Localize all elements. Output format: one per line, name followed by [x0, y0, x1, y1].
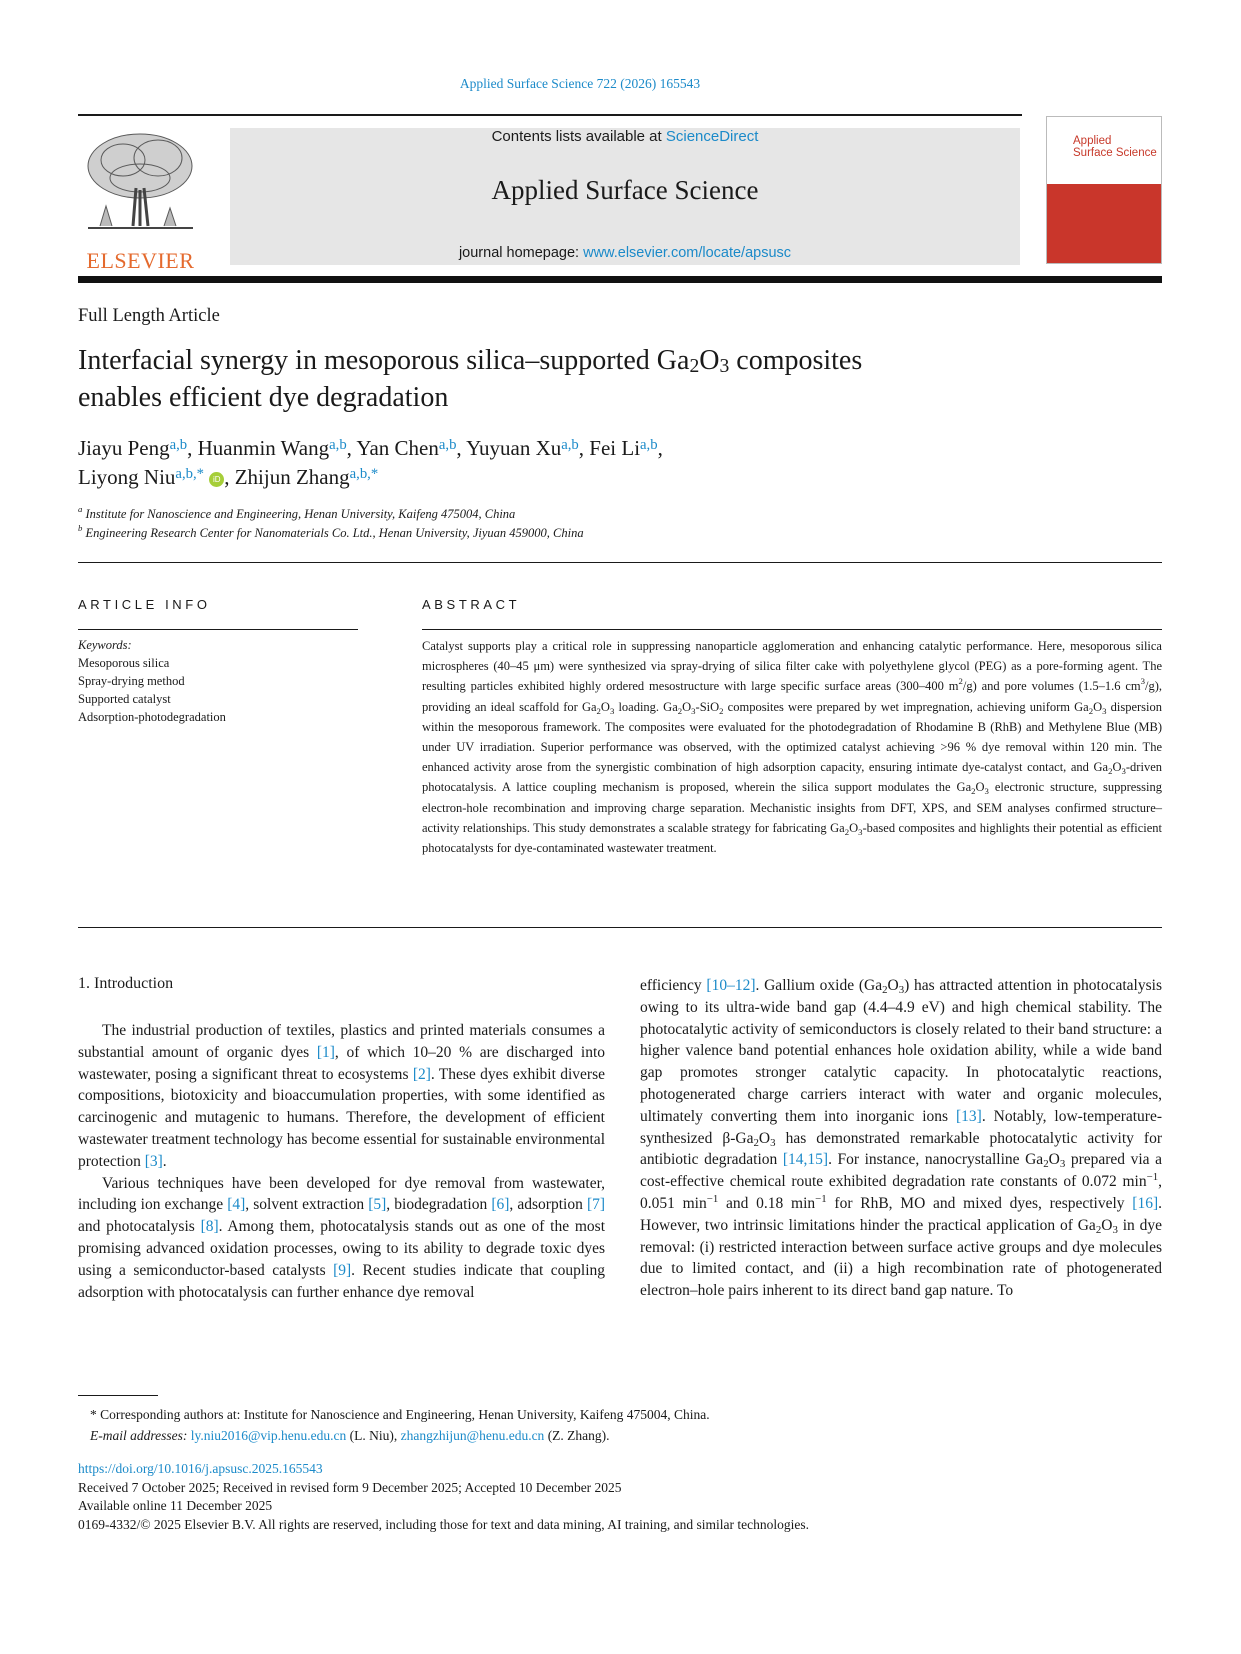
email-owner: (Z. Zhang). — [544, 1428, 610, 1443]
section-heading: 1. Introduction — [78, 975, 174, 992]
keywords-block — [78, 636, 226, 726]
author-affiliation[interactable]: a,b,* — [175, 466, 204, 482]
journal-homepage — [230, 245, 1020, 261]
article-metadata — [78, 1460, 809, 1534]
author-name[interactable]: Yuyuan Xu — [466, 436, 562, 460]
author-affiliation[interactable]: a,b — [169, 437, 188, 453]
affiliations — [78, 505, 584, 543]
citation-link[interactable]: [3] — [144, 1152, 163, 1170]
elsevier-wordmark: ELSEVIER — [86, 248, 195, 273]
affiliation-text: Institute for Nanoscience and Engineering, Henan University, Kaifeng 475004, China — [85, 507, 516, 521]
author-name[interactable]: Zhijun Zhang — [234, 465, 350, 489]
email-link[interactable]: ly.niu2016@vip.henu.edu.cn — [190, 1428, 347, 1443]
keyword-item: Mesoporous silica — [78, 656, 170, 670]
body-column-left — [78, 1020, 605, 1303]
article-info-heading: ARTICLE INFO — [78, 597, 211, 612]
article-type: Full Length Article — [78, 306, 220, 326]
cover-red-panel — [1047, 184, 1162, 264]
body-paragraph: The industrial production of textiles, plastics and printed materials consumes a substantial amount of organic dyes [1], of which 10–20 % are discharged into wastewater, posing a significant threat to ecosystems [2]. These dyes exhibit diverse compositions, biotoxicity and bioaccumulation properties, with some identified as carcinogenic and mutagenic to humans. Therefore, the development of efficient wastewater treatment technology has become essential for sustainable environmental protection [3]. — [78, 1022, 605, 1170]
author-list: Jiayu Peng$^{a,b}$, Huanmin Wang$^{a,b}$, Yan Chen$^{a,b}$, Yuyuan Xu$^{a,b}$, Fei Li$^{a,b}$, Liyong Niu$^{a,b,*}$ iD , Zhijun Zhang$^{a,b,*}$ — [78, 436, 663, 489]
cover-title-line2: Surface Science — [1073, 147, 1157, 159]
received-dates: Received 7 October 2025; Received in revised form 9 December 2025; Accepted 10 December 2025 — [78, 1479, 622, 1495]
journal-title: Applied Surface Science — [491, 175, 759, 205]
author-name[interactable]: Fei Li — [589, 436, 641, 460]
elsevier-logo — [78, 128, 203, 273]
body-column-right — [640, 975, 1162, 1302]
citation-link[interactable]: [5] — [368, 1196, 387, 1214]
journal-cover-thumbnail[interactable] — [1046, 116, 1162, 264]
divider — [78, 629, 358, 630]
email-label: E-mail addresses: — [90, 1428, 188, 1443]
homepage-prefix: journal homepage: — [458, 245, 584, 261]
title-line-2: enables efficient dye degradation — [78, 382, 449, 413]
author-affiliation[interactable]: a,b — [561, 437, 579, 453]
citation-link[interactable]: [1] — [316, 1043, 335, 1061]
author-affiliation[interactable]: a,b — [438, 437, 457, 453]
keywords-label: Keywords: — [78, 638, 132, 652]
elsevier-tree-icon — [78, 128, 203, 240]
author-name[interactable]: Jiayu Peng — [78, 436, 170, 460]
affiliation-item — [78, 505, 584, 524]
footnote-rule — [78, 1395, 158, 1396]
available-online: Available online 11 December 2025 — [78, 1498, 273, 1513]
citation-link[interactable]: [7] — [586, 1196, 606, 1214]
citation-link[interactable]: [4] — [227, 1196, 246, 1214]
title-text-mid: O — [699, 345, 720, 376]
affiliation-mark: b — [78, 523, 83, 533]
author-name[interactable]: Liyong Niu — [78, 465, 176, 489]
affiliation-item — [78, 524, 584, 543]
divider — [422, 629, 1162, 630]
citation-link[interactable]: [14,15] — [782, 1151, 829, 1169]
contents-line — [230, 128, 1020, 145]
corresponding-footnote — [90, 1404, 710, 1446]
email-link[interactable]: zhangzhijun@henu.edu.cn — [400, 1428, 545, 1443]
affiliation-text: Engineering Research Center for Nanomaterials Co. Ltd., Henan University, Jiyuan 459000, China — [85, 526, 584, 540]
orcid-icon[interactable]: iD — [209, 472, 224, 487]
citation-link[interactable]: [2] — [412, 1065, 431, 1083]
divider — [78, 562, 1162, 563]
author-name[interactable]: Huanmin Wang — [197, 436, 330, 460]
copyright-line: 0169-4332/© 2025 Elsevier B.V. All rights are reserved, including those for text and data mining, AI training, and similar technologies. — [78, 1516, 809, 1532]
citation-link[interactable]: [16] — [1132, 1194, 1159, 1212]
sciencedirect-link[interactable]: ScienceDirect — [665, 128, 759, 145]
title-sub-1: 2 — [689, 356, 700, 377]
email-line — [90, 1425, 710, 1446]
article-title — [78, 342, 1078, 416]
citation-link[interactable]: [13] — [956, 1107, 982, 1125]
title-text-2: composites — [729, 345, 863, 376]
corresponding-line: * Corresponding authors at: Institute for Nanoscience and Engineering, Henan University, Kaifeng 475004, China. — [90, 1407, 710, 1422]
header-thick-rule — [78, 276, 1162, 283]
citation-link[interactable]: [10–12] — [706, 977, 756, 994]
email-owner: (L. Niu), — [346, 1428, 401, 1443]
title-text-1: Interfacial synergy in mesoporous silica–supported Ga — [78, 345, 690, 376]
keyword-item: Spray-drying method — [78, 674, 185, 688]
keyword-item: Supported catalyst — [78, 692, 171, 706]
contents-prefix: Contents lists available at — [491, 128, 666, 145]
author-affiliation[interactable]: a,b — [640, 437, 658, 453]
body-paragraph: Various techniques have been developed for dye removal from wastewater, including ion exchange [4], solvent extraction [5], biodegradation [6], adsorption [7] and photocatalysis [8]. Among them, photocatalysis stands out as one of the most promising advanced oxidation processes, owing to its ability to degrade toxic dyes using a semiconductor-based catalysts [9]. Recent studies indicate that coupling adsorption with photocatalysis can further enhance dye removal — [78, 1174, 606, 1301]
citation-link[interactable]: [8] — [200, 1218, 219, 1236]
title-sub-2: 3 — [719, 356, 730, 377]
cover-title — [1073, 135, 1157, 159]
author-affiliation[interactable]: a,b — [329, 437, 347, 453]
keyword-item: Adsorption-photodegradation — [78, 710, 226, 724]
corresponding-text: Corresponding authors at: Institute for Nanoscience and Engineering, Henan University, Kaifeng 475004, China. — [100, 1407, 710, 1422]
abstract-text: Catalyst supports play a critical role in suppressing nanoparticle agglomeration and enhancing catalytic performance. Here, mesoporous silica microspheres (40–45 μm) were synthesized via spray-drying of silica filter cake with polyethylene glycol (PEG) as a pore-forming agent. The resulting particles exhibited highly ordered mesostructure with large specific surface areas (300–400 $m^2/g$) and pore volumes (1.5–1.6 $cm^3/g$), providing an ideal scaffold for $Ga_2O_3$ loading. $Ga_2O_3-SiO_2$ composites were prepared by wet impregnation, achieving uniform $Ga_2O_3$ dispersion within the mesoporous framework. The composites were evaluated for the photodegradation of Rhodamine B (RhB) and Methylene Blue (MB) under UV irradiation. Superior performance was observed, with the optimized catalyst achieving >96 % dye removal within 120 min. The enhanced activity arose from the synergistic combination of high adsorption capacity, ensuring intimate dye-catalyst contact, and $Ga_2O_3$-driven photocatalysis. A lattice coupling mechanism is proposed, wherein the silica support modulates the $Ga_2O_3$ electronic structure, suppressing electron-hole recombination and improving charge separation. Mechanistic insights from DFT, XPS, and SEM analyses confirmed structure–activity relationships. This study demonstrates a scalable strategy for fabricating $Ga_2O_3$-based composites and highlights their potential as efficient photocatalysts for dye-contaminated wastewater treatment. — [422, 639, 1162, 856]
cover-title-line1: Applied — [1073, 135, 1112, 147]
header-rule — [78, 114, 1022, 116]
body-paragraph: efficiency [10–12]. Gallium oxide $(Ga_2O_3)$ has attracted attention in photocatalysis owing to its ultra-wide band gap (4.4–4.9 eV) and high chemical stability. The photocatalytic activity of semiconductors is closely related to their band structure: a higher valence band potential enhances hole oxidation ability, while a wide band gap promotes stronger catalytic capacity. In photocatalytic reactions, photogenerated charge carriers interact with water and organic molecules, ultimately converting them into inorganic ions [13]. Notably, low-temperature-synthesized $\beta-Ga_2O_3$ has demonstrated remarkable photocatalytic activity for antibiotic degradation [14,15]. For instance, nanocrystalline $Ga_2O_3$ prepared via a cost-effective chemical route exhibited degradation rate constants of 0.072 $\min^{-1}$, 0.051 $\min^{-1}$ and 0.18 $\min^{-1}$ for RhB, MO and mixed dyes, respectively [16]. However, two intrinsic limitations hinder the practical application of $Ga_2O_3$ in dye removal: (i) restricted interaction between surface active groups and dye molecules due to limited contact, and (ii) a high recombination rate of photogenerated electron–hole pairs inherent to its direct band gap nature. To — [640, 977, 1163, 1300]
citation-link[interactable]: [6] — [491, 1196, 510, 1214]
affiliation-mark: a — [78, 504, 83, 514]
abstract-heading: ABSTRACT — [422, 597, 521, 612]
author-name[interactable]: Yan Chen — [356, 436, 439, 460]
journal-citation[interactable]: Applied Surface Science 722 (2026) 165543 — [459, 76, 701, 91]
citation-link[interactable]: [9] — [333, 1261, 352, 1279]
doi-link[interactable]: https://doi.org/10.1016/j.apsusc.2025.165543 — [78, 1461, 323, 1476]
author-affiliation[interactable]: a,b,* — [349, 466, 379, 482]
divider — [78, 927, 1162, 928]
homepage-link[interactable]: www.elsevier.com/locate/apsusc — [583, 245, 792, 261]
